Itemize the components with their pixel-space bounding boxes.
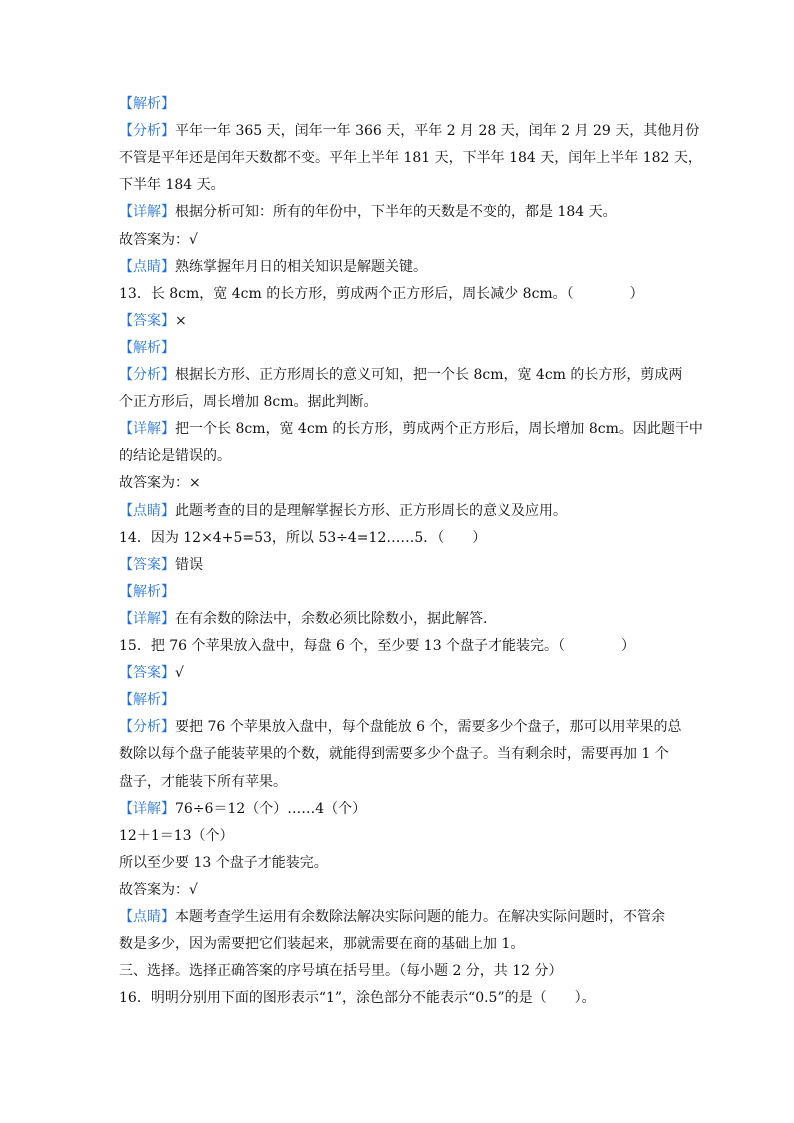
text-line bbox=[119, 172, 679, 199]
section-tag: 【解析】 bbox=[119, 96, 175, 112]
text-line bbox=[119, 877, 679, 904]
text-line bbox=[119, 199, 679, 226]
line-text: 故答案为：√ bbox=[119, 881, 198, 898]
line-text: 数除以每个盘子能装苹果的个数，就能得到需要多少个盘子。当有剩余时，需要再加 1 个 bbox=[119, 746, 669, 763]
section-tag: 【点睛】 bbox=[119, 258, 175, 275]
line-text: 平年一年 365 天，闰年一年 366 天，平年 2 月 28 天，闰年 2 月 29 天，其他月份 bbox=[175, 123, 700, 140]
section-tag: 【分析】 bbox=[119, 367, 175, 383]
section-tag: 【详解】 bbox=[119, 421, 175, 438]
text-line bbox=[119, 525, 679, 552]
section-tag: 【分析】 bbox=[119, 719, 175, 736]
line-text: √ bbox=[175, 665, 184, 682]
text-line bbox=[119, 633, 679, 660]
section-tag: 【详解】 bbox=[119, 204, 175, 221]
text-line bbox=[119, 145, 702, 172]
text-line bbox=[119, 958, 679, 985]
line-text: 下半年 184 天。 bbox=[119, 177, 225, 194]
text-line bbox=[119, 362, 683, 389]
text-line bbox=[119, 579, 679, 606]
text-line bbox=[119, 118, 700, 145]
text-line bbox=[119, 254, 679, 281]
text-line bbox=[119, 606, 679, 633]
line-text: 此题考查的目的是理解掌握长方形、正方形周长的意义及应用。 bbox=[175, 502, 567, 519]
line-text: 根据分析可知：所有的年份中，下半年的天数是不变的，都是 184 天。 bbox=[175, 204, 617, 221]
text-line bbox=[119, 281, 679, 308]
text-line bbox=[119, 660, 679, 687]
text-line bbox=[119, 227, 679, 254]
text-line bbox=[119, 985, 679, 1012]
section-tag: 【答案】 bbox=[119, 556, 175, 573]
section-tag: 【答案】 bbox=[119, 665, 175, 682]
line-text: 三、选择。选择正确答案的序号填在括号里。（每小题 2 分，共 12 分） bbox=[119, 963, 563, 980]
text-line bbox=[119, 498, 679, 525]
text-line bbox=[119, 769, 679, 796]
text-line bbox=[119, 308, 679, 335]
text-line bbox=[119, 335, 679, 362]
line-text: 要把 76 个苹果放入盘中，每个盘能放 6 个，需要多少个盘子，那可以用苹果的总 bbox=[175, 719, 682, 736]
line-text: 所以至少要 13 个盘子才能装完。 bbox=[119, 854, 328, 871]
section-tag: 【分析】 bbox=[119, 123, 175, 140]
text-line bbox=[119, 714, 682, 741]
section-tag: 【点睛】 bbox=[119, 502, 175, 519]
line-text: 12＋1＝13（个） bbox=[119, 827, 234, 844]
line-text: 不管是平年还是闰年天数都不变。平年上半年 181 天，下半年 184 天，闰年上半年 182 天， bbox=[119, 150, 702, 167]
line-text: 把一个长 8cm，宽 4cm 的长方形，剪成两个正方形后，周长增加 8cm。因此题干中 bbox=[175, 421, 703, 438]
section-tag: 【点睛】 bbox=[119, 909, 175, 925]
line-text: 76÷6＝12（个）……4（个） bbox=[175, 800, 367, 817]
text-line bbox=[119, 443, 679, 470]
section-tag: 【答案】 bbox=[119, 312, 175, 329]
text-line bbox=[119, 91, 679, 118]
section-tag: 【解析】 bbox=[119, 692, 175, 709]
line-text: 14．因为 12×4+5=53，所以 53÷4=12……5．（ ） bbox=[119, 529, 487, 546]
text-line bbox=[119, 552, 679, 579]
line-text: 本题考查学生运用有余数除法解决实际问题的能力。在解决实际问题时，不管余 bbox=[175, 909, 665, 925]
line-text: 根据长方形、正方形周长的意义可知，把一个长 8cm，宽 4cm 的长方形，剪成两 bbox=[175, 367, 683, 383]
section-tag: 【解析】 bbox=[119, 339, 175, 356]
text-line bbox=[119, 687, 679, 714]
line-text: 故答案为：× bbox=[119, 475, 201, 492]
line-text: 盘子，才能装下所有苹果。 bbox=[119, 773, 287, 790]
text-line bbox=[119, 416, 703, 443]
text-line bbox=[119, 850, 679, 877]
line-text: 数是多少，因为需要把它们装起来，那就需要在商的基础上加 1。 bbox=[119, 936, 525, 953]
line-text: 故答案为：√ bbox=[119, 231, 198, 248]
section-tag: 【解析】 bbox=[119, 583, 175, 600]
line-text: 13．长 8cm，宽 4cm 的长方形，剪成两个正方形后，周长减少 8cm。（ ） bbox=[119, 285, 644, 302]
text-line bbox=[119, 741, 679, 768]
section-tag: 【详解】 bbox=[119, 800, 175, 817]
line-text: 在有余数的除法中，余数必须比除数小，据此解答. bbox=[175, 610, 488, 627]
text-line bbox=[119, 823, 679, 850]
line-text: 熟练掌握年月日的相关知识是解题关键。 bbox=[175, 258, 427, 275]
text-line bbox=[119, 904, 679, 931]
line-text: 15．把 76 个苹果放入盘中，每盘 6 个，至少要 13 个盘子才能装完。（ ） bbox=[119, 638, 636, 654]
section-tag: 【详解】 bbox=[119, 610, 175, 627]
line-text: × bbox=[175, 312, 187, 329]
line-text: 个正方形后，周长增加 8cm。据此判断。 bbox=[119, 394, 378, 411]
text-line bbox=[119, 389, 679, 416]
text-line bbox=[119, 470, 679, 497]
line-text: 16．明明分别用下面的图形表示“1”，涂色部分不能表示“0.5”的是（ ）。 bbox=[119, 990, 596, 1007]
text-line bbox=[119, 796, 679, 823]
line-text: 错误 bbox=[175, 556, 203, 573]
line-text: 的结论是错误的。 bbox=[119, 448, 231, 465]
text-line bbox=[119, 931, 679, 958]
